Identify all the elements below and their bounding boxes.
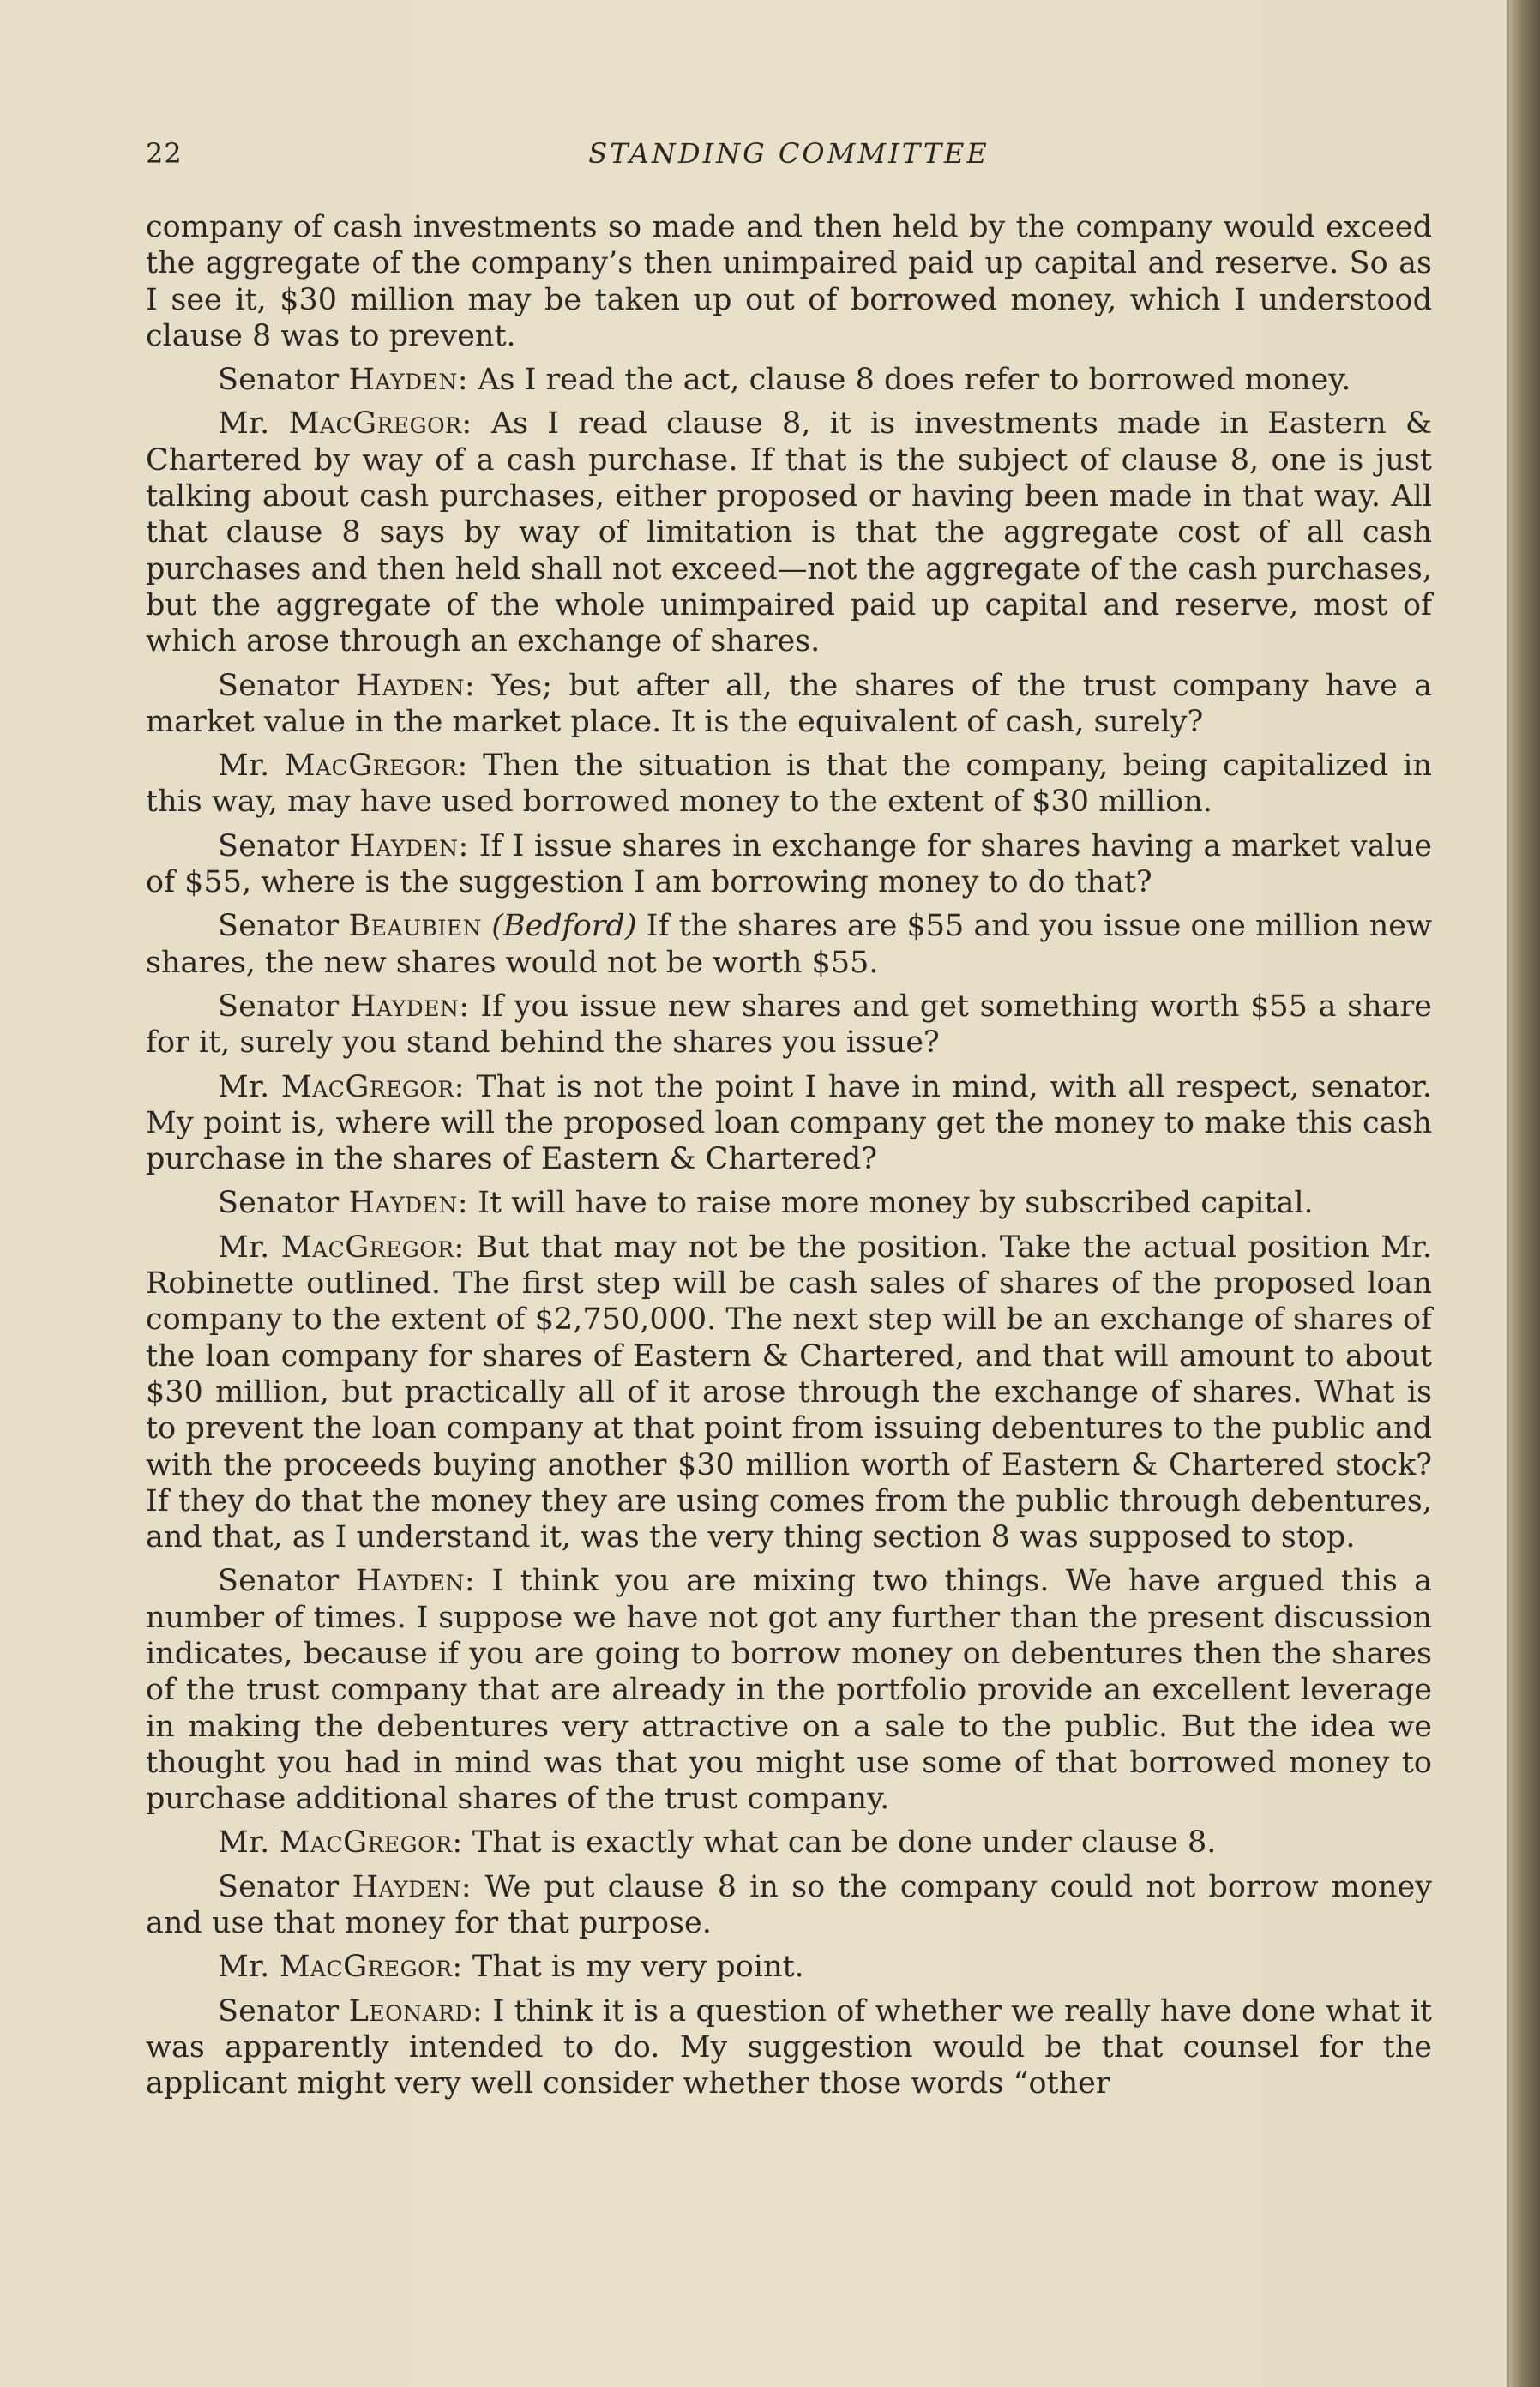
- paragraph: [146, 1869, 1432, 1942]
- paragraph-text: I think it is a question of whether we really have done what it was apparently intended to do. My suggestion would be that counsel for the applicant might very well consider whether those words “other: [146, 1993, 1432, 2101]
- paragraph-text: If you issue new shares and get something worth $55 a share for it, surely you stand behind the shares you issue?: [146, 989, 1432, 1061]
- speaker-title: Senator: [218, 1564, 340, 1599]
- speaker-title: Senator: [218, 828, 340, 863]
- speaker-name: MacGregor:: [280, 1069, 465, 1104]
- speaker-name: Hayden:: [349, 828, 469, 863]
- speaker-title: Senator: [218, 1869, 340, 1904]
- paragraph: [146, 989, 1432, 1061]
- paragraph: [146, 362, 1432, 398]
- paragraph-text: That is not the point I have in mind, with all respect, senator. My point is, where will the proposed loan company get the money to make this cash purchase in the shares of Eastern & Chartered?: [146, 1069, 1432, 1177]
- paragraph-text: As I read the act, clause 8 does refer to borrowed money.: [478, 363, 1351, 398]
- speaker-title: Senator: [218, 668, 340, 703]
- speaker-title: Senator: [218, 363, 340, 398]
- speaker-name: Hayden:: [348, 363, 469, 398]
- paragraph-text: If I issue shares in exchange for shares having a market value of $55, where is the suggestion I am borrowing money to do that?: [146, 828, 1432, 900]
- paragraph: [146, 1069, 1432, 1178]
- paragraph: [146, 1949, 1432, 1985]
- speaker-name: Beaubien: [348, 909, 483, 944]
- paragraph-text: Yes; but after all, the shares of the trust company have a market value in the market place. It is the equivalent of cash, surely?: [146, 668, 1432, 739]
- paragraph: [146, 748, 1432, 821]
- paragraph-text: It will have to raise more money by subscribed capital.: [478, 1186, 1314, 1221]
- speaker-title: Senator: [218, 909, 340, 944]
- paragraph: [146, 1563, 1432, 1817]
- speaker-name: Hayden:: [352, 1869, 472, 1904]
- speaker-name: Hayden:: [355, 1564, 476, 1599]
- paragraph: [146, 1185, 1432, 1221]
- paragraph-text: company of cash investments so made and then held by the company would exceed the aggregate of the company’s then unimpaired paid up capital and reserve. So as I see it, $30 million may be taken up out of borrowed money, which I understood clause 8 was to prevent.: [146, 210, 1432, 353]
- speaker-title: Mr.: [218, 406, 270, 442]
- speaker-name: MacGregor:: [284, 749, 468, 784]
- paragraph-text: But that may not be the position. Take the actual position Mr. Robinette outlined. The first step will be cash sales of shares of the proposed loan company to the extent of $2,750,000. The next step will be an exchange of shares of the loan company for shares of Eastern & Chartered, and that will amount to about $30 million, but practically all of it arose through the exchange of shares. What is to prevent the loan company at that point from issuing debentures to the public and with the proceeds buying another $30 million worth of Eastern & Chartered stock? If they do that the money they are using comes from the public through debentures, and that, as I understand it, was the very thing section 8 was supposed to stop.: [146, 1230, 1432, 1555]
- paragraph: [146, 908, 1432, 981]
- paragraph: [146, 1230, 1432, 1556]
- speaker-title: Mr.: [218, 1230, 270, 1265]
- page-header: [146, 137, 1432, 180]
- book-spine-edge: [1509, 0, 1540, 2387]
- speaker-qualifier: (Bedford): [491, 909, 637, 944]
- paragraph: [146, 209, 1432, 354]
- speaker-title: Mr.: [218, 749, 270, 784]
- paragraph: [146, 406, 1432, 659]
- speaker-name: MacGregor:: [288, 406, 472, 442]
- paragraph-text: That is my very point.: [472, 1950, 804, 1985]
- speaker-title: Senator: [218, 989, 340, 1024]
- speaker-title: Mr.: [218, 1950, 270, 1985]
- speaker-name: MacGregor:: [279, 1825, 463, 1861]
- speaker-name: Leonard:: [348, 1993, 484, 2029]
- paragraph: [146, 828, 1432, 901]
- speaker-title: Senator: [218, 1186, 340, 1221]
- paragraph: [146, 1993, 1432, 2102]
- page-number: 22: [146, 137, 183, 170]
- speaker-name: MacGregor:: [280, 1230, 465, 1265]
- paragraph-text: As I read clause 8, it is investments made in Eastern & Chartered by way of a cash purchase. If that is the subject of clause 8, one is just talking about cash purchases, either proposed or having been made in that way. All that clause 8 says by way of limitation is that the aggregate cost of all cash purchases and then held shall not exceed—not the aggregate of the cash purchases, but the aggregate of the whole unimpaired paid up capital and reserve, most of which arose through an exchange of shares.: [146, 406, 1432, 659]
- speaker-name: MacGregor:: [279, 1950, 463, 1985]
- speaker-title: Mr.: [218, 1825, 270, 1861]
- transcript-body: [146, 209, 1432, 2110]
- paragraph: [146, 1825, 1432, 1861]
- speaker-title: Mr.: [218, 1069, 270, 1104]
- paragraph-text: I think you are mixing two things. We have argued this a number of times. I suppose we have not got any further than the present discussion indicates, because if you are going to borrow money on debentures then the shares of the trust company that are already in the portfolio provide an excellent leverage in making the debentures very attractive on a sale to the public. But the idea we thought you had in mind was that you might use some of that borrowed money to purchase additional shares of the trust company.: [146, 1564, 1432, 1817]
- running-title: STANDING COMMITTEE: [588, 137, 990, 170]
- paragraph: [146, 668, 1432, 741]
- speaker-name: Hayden:: [350, 989, 470, 1024]
- paragraph-text: That is exactly what can be done under clause 8.: [472, 1825, 1217, 1861]
- paragraph-text: Then the situation is that the company, being capitalized in this way, may have used borrowed money to the extent of $30 million.: [146, 749, 1432, 820]
- speaker-name: Hayden:: [348, 1186, 469, 1221]
- paragraph-text: If the shares are $55 and you issue one million new shares, the new shares would not be worth $55.: [146, 909, 1432, 980]
- paragraph-text: We put clause 8 in so the company could not borrow money and use that money for that purpose.: [146, 1869, 1432, 1941]
- speaker-name: Hayden:: [355, 668, 476, 703]
- speaker-title: Senator: [218, 1993, 340, 2029]
